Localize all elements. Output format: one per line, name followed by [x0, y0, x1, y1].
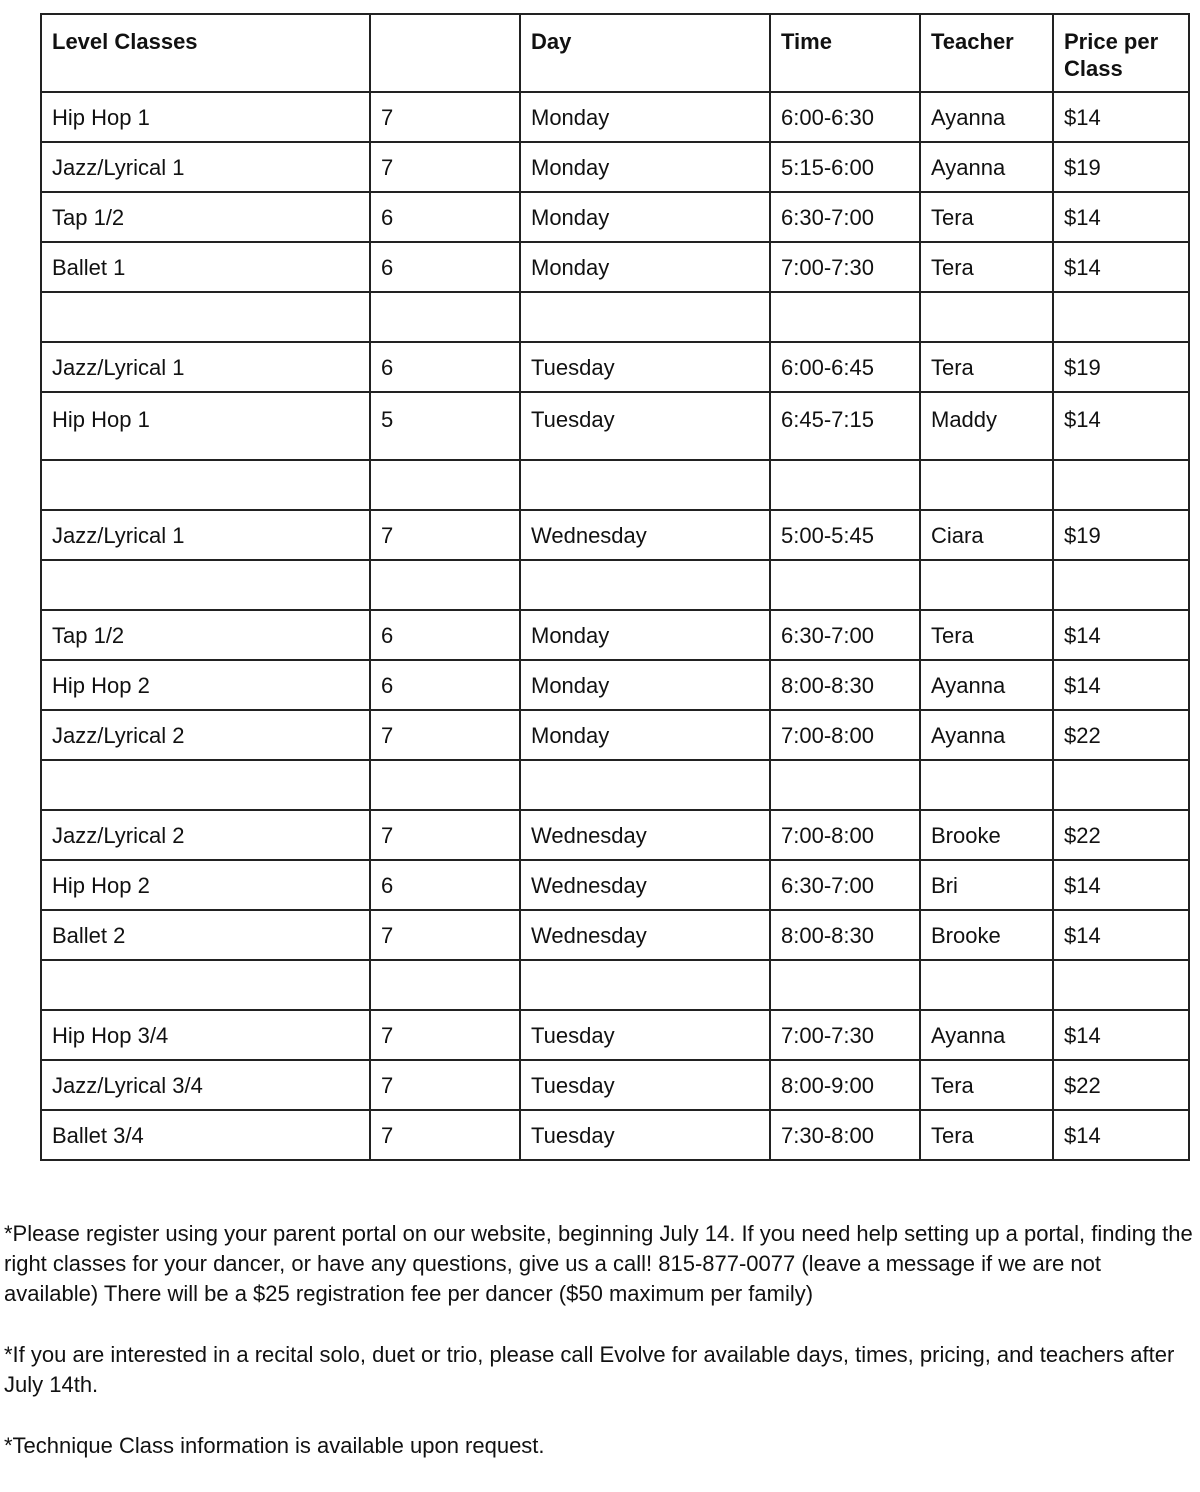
cell-price [1053, 960, 1189, 1010]
cell-price: $22 [1053, 1060, 1189, 1110]
cell-price [1053, 560, 1189, 610]
cell-price: $14 [1053, 92, 1189, 142]
cell-time: 7:00-8:00 [770, 710, 920, 760]
cell-teacher: Brooke [920, 810, 1053, 860]
cell-teacher: Tera [920, 1110, 1053, 1160]
cell-price: $14 [1053, 660, 1189, 710]
cell-day [520, 760, 770, 810]
cell-level-classes: Tap 1/2 [41, 192, 370, 242]
table-row [41, 92, 1189, 142]
cell-teacher: Tera [920, 342, 1053, 392]
cell-time: 5:15-6:00 [770, 142, 920, 192]
cell-price [1053, 760, 1189, 810]
cell-teacher: Ayanna [920, 710, 1053, 760]
cell-level-classes [41, 560, 370, 610]
cell-teacher [920, 760, 1053, 810]
spacer-row [41, 292, 1189, 342]
cell-age: 7 [370, 1110, 520, 1160]
cell-level-classes: Hip Hop 2 [41, 860, 370, 910]
cell-day: Monday [520, 710, 770, 760]
spacer-row [41, 760, 1189, 810]
cell-level-classes: Jazz/Lyrical 1 [41, 342, 370, 392]
cell-level-classes: Jazz/Lyrical 2 [41, 710, 370, 760]
cell-level-classes [41, 760, 370, 810]
cell-time: 7:00-8:00 [770, 810, 920, 860]
table-row [41, 142, 1189, 192]
cell-price: $14 [1053, 610, 1189, 660]
cell-teacher [920, 460, 1053, 510]
header-age [370, 14, 520, 92]
cell-day [520, 960, 770, 1010]
table-row [41, 1060, 1189, 1110]
cell-teacher: Maddy [920, 392, 1053, 460]
cell-time [770, 292, 920, 342]
cell-day [520, 560, 770, 610]
cell-day: Tuesday [520, 1060, 770, 1110]
cell-day: Tuesday [520, 1110, 770, 1160]
cell-teacher [920, 292, 1053, 342]
cell-price: $14 [1053, 1110, 1189, 1160]
table-body [41, 92, 1189, 1160]
cell-level-classes [41, 460, 370, 510]
cell-age: 6 [370, 610, 520, 660]
cell-teacher: Ayanna [920, 1010, 1053, 1060]
cell-level-classes: Hip Hop 2 [41, 660, 370, 710]
table-row [41, 910, 1189, 960]
header-level-classes: Level Classes [41, 14, 370, 92]
cell-teacher: Ayanna [920, 142, 1053, 192]
cell-price [1053, 460, 1189, 510]
cell-day: Monday [520, 242, 770, 292]
cell-teacher: Tera [920, 610, 1053, 660]
cell-time: 8:00-8:30 [770, 660, 920, 710]
cell-level-classes: Ballet 1 [41, 242, 370, 292]
class-schedule-table [40, 13, 1190, 1161]
table-row [41, 860, 1189, 910]
cell-teacher: Ayanna [920, 660, 1053, 710]
table-row [41, 710, 1189, 760]
cell-age [370, 560, 520, 610]
cell-day: Monday [520, 142, 770, 192]
cell-level-classes: Ballet 2 [41, 910, 370, 960]
cell-age: 6 [370, 860, 520, 910]
table-row [41, 1010, 1189, 1060]
spacer-row [41, 560, 1189, 610]
cell-level-classes [41, 292, 370, 342]
cell-level-classes: Jazz/Lyrical 1 [41, 510, 370, 560]
cell-time [770, 760, 920, 810]
cell-age: 6 [370, 192, 520, 242]
cell-age [370, 460, 520, 510]
cell-teacher: Brooke [920, 910, 1053, 960]
cell-day: Wednesday [520, 510, 770, 560]
cell-day: Monday [520, 660, 770, 710]
cell-teacher: Ayanna [920, 92, 1053, 142]
cell-level-classes: Jazz/Lyrical 1 [41, 142, 370, 192]
cell-day: Monday [520, 610, 770, 660]
cell-time: 6:30-7:00 [770, 860, 920, 910]
notes-section [4, 1219, 1194, 1492]
cell-age: 7 [370, 710, 520, 760]
table-row [41, 392, 1189, 460]
cell-day: Tuesday [520, 1010, 770, 1060]
cell-time: 6:00-6:45 [770, 342, 920, 392]
cell-age [370, 292, 520, 342]
cell-level-classes: Hip Hop 1 [41, 92, 370, 142]
cell-age: 7 [370, 92, 520, 142]
cell-time: 7:30-8:00 [770, 1110, 920, 1160]
cell-age: 7 [370, 1010, 520, 1060]
table-row [41, 810, 1189, 860]
cell-level-classes: Hip Hop 1 [41, 392, 370, 460]
header-price: Price per Class [1053, 14, 1189, 92]
table-row [41, 242, 1189, 292]
cell-time [770, 460, 920, 510]
cell-day: Monday [520, 92, 770, 142]
table-header [41, 14, 1189, 92]
cell-time: 7:00-7:30 [770, 242, 920, 292]
cell-time: 8:00-9:00 [770, 1060, 920, 1110]
cell-day: Wednesday [520, 810, 770, 860]
cell-price: $19 [1053, 342, 1189, 392]
cell-price: $14 [1053, 392, 1189, 460]
cell-teacher: Tera [920, 192, 1053, 242]
cell-level-classes: Jazz/Lyrical 3/4 [41, 1060, 370, 1110]
cell-age: 7 [370, 810, 520, 860]
cell-time: 7:00-7:30 [770, 1010, 920, 1060]
cell-time: 5:00-5:45 [770, 510, 920, 560]
cell-age: 6 [370, 242, 520, 292]
cell-teacher [920, 960, 1053, 1010]
cell-age: 7 [370, 510, 520, 560]
cell-time: 6:30-7:00 [770, 192, 920, 242]
cell-day [520, 292, 770, 342]
cell-age [370, 960, 520, 1010]
cell-teacher: Bri [920, 860, 1053, 910]
cell-level-classes [41, 960, 370, 1010]
cell-price [1053, 292, 1189, 342]
cell-time [770, 960, 920, 1010]
cell-age: 5 [370, 392, 520, 460]
cell-age: 6 [370, 342, 520, 392]
cell-age: 7 [370, 1060, 520, 1110]
header-row [41, 14, 1189, 92]
cell-time [770, 560, 920, 610]
cell-day: Tuesday [520, 342, 770, 392]
table-row [41, 1110, 1189, 1160]
header-time: Time [770, 14, 920, 92]
cell-day: Tuesday [520, 392, 770, 460]
cell-price: $14 [1053, 860, 1189, 910]
header-day: Day [520, 14, 770, 92]
cell-day: Wednesday [520, 910, 770, 960]
table-row [41, 660, 1189, 710]
cell-price: $22 [1053, 810, 1189, 860]
cell-age: 7 [370, 142, 520, 192]
cell-teacher [920, 560, 1053, 610]
cell-price: $14 [1053, 192, 1189, 242]
cell-level-classes: Tap 1/2 [41, 610, 370, 660]
cell-price: $14 [1053, 242, 1189, 292]
table-row [41, 610, 1189, 660]
table-row [41, 510, 1189, 560]
cell-time: 6:00-6:30 [770, 92, 920, 142]
cell-age: 7 [370, 910, 520, 960]
cell-time: 6:30-7:00 [770, 610, 920, 660]
cell-time: 8:00-8:30 [770, 910, 920, 960]
header-teacher: Teacher [920, 14, 1053, 92]
recital-note: *If you are interested in a recital solo, duet or trio, please call Evolve for available days, times, pricing, and teachers after July 14th. [4, 1342, 1175, 1397]
cell-price: $14 [1053, 910, 1189, 960]
cell-time: 6:45-7:15 [770, 392, 920, 460]
cell-price: $19 [1053, 142, 1189, 192]
cell-age [370, 760, 520, 810]
cell-teacher: Ciara [920, 510, 1053, 560]
cell-level-classes: Jazz/Lyrical 2 [41, 810, 370, 860]
technique-note: *Technique Class information is available upon request. [4, 1433, 545, 1458]
spacer-row [41, 960, 1189, 1010]
cell-age: 6 [370, 660, 520, 710]
cell-teacher: Tera [920, 242, 1053, 292]
cell-teacher: Tera [920, 1060, 1053, 1110]
spacer-row [41, 460, 1189, 510]
table-row [41, 192, 1189, 242]
cell-level-classes: Ballet 3/4 [41, 1110, 370, 1160]
cell-day: Wednesday [520, 860, 770, 910]
table-row [41, 342, 1189, 392]
cell-price: $22 [1053, 710, 1189, 760]
cell-price: $14 [1053, 1010, 1189, 1060]
cell-price: $19 [1053, 510, 1189, 560]
registration-note: *Please register using your parent portal on our website, beginning July 14. If you need help setting up a portal, finding the right classes for your dancer, or have any questions, give us a call! 815-877-0077 (leave a message if we are not available) There will be a $25 registration fee per dancer ($50 maximum per family) [4, 1221, 1193, 1306]
cell-level-classes: Hip Hop 3/4 [41, 1010, 370, 1060]
cell-day: Monday [520, 192, 770, 242]
cell-day [520, 460, 770, 510]
